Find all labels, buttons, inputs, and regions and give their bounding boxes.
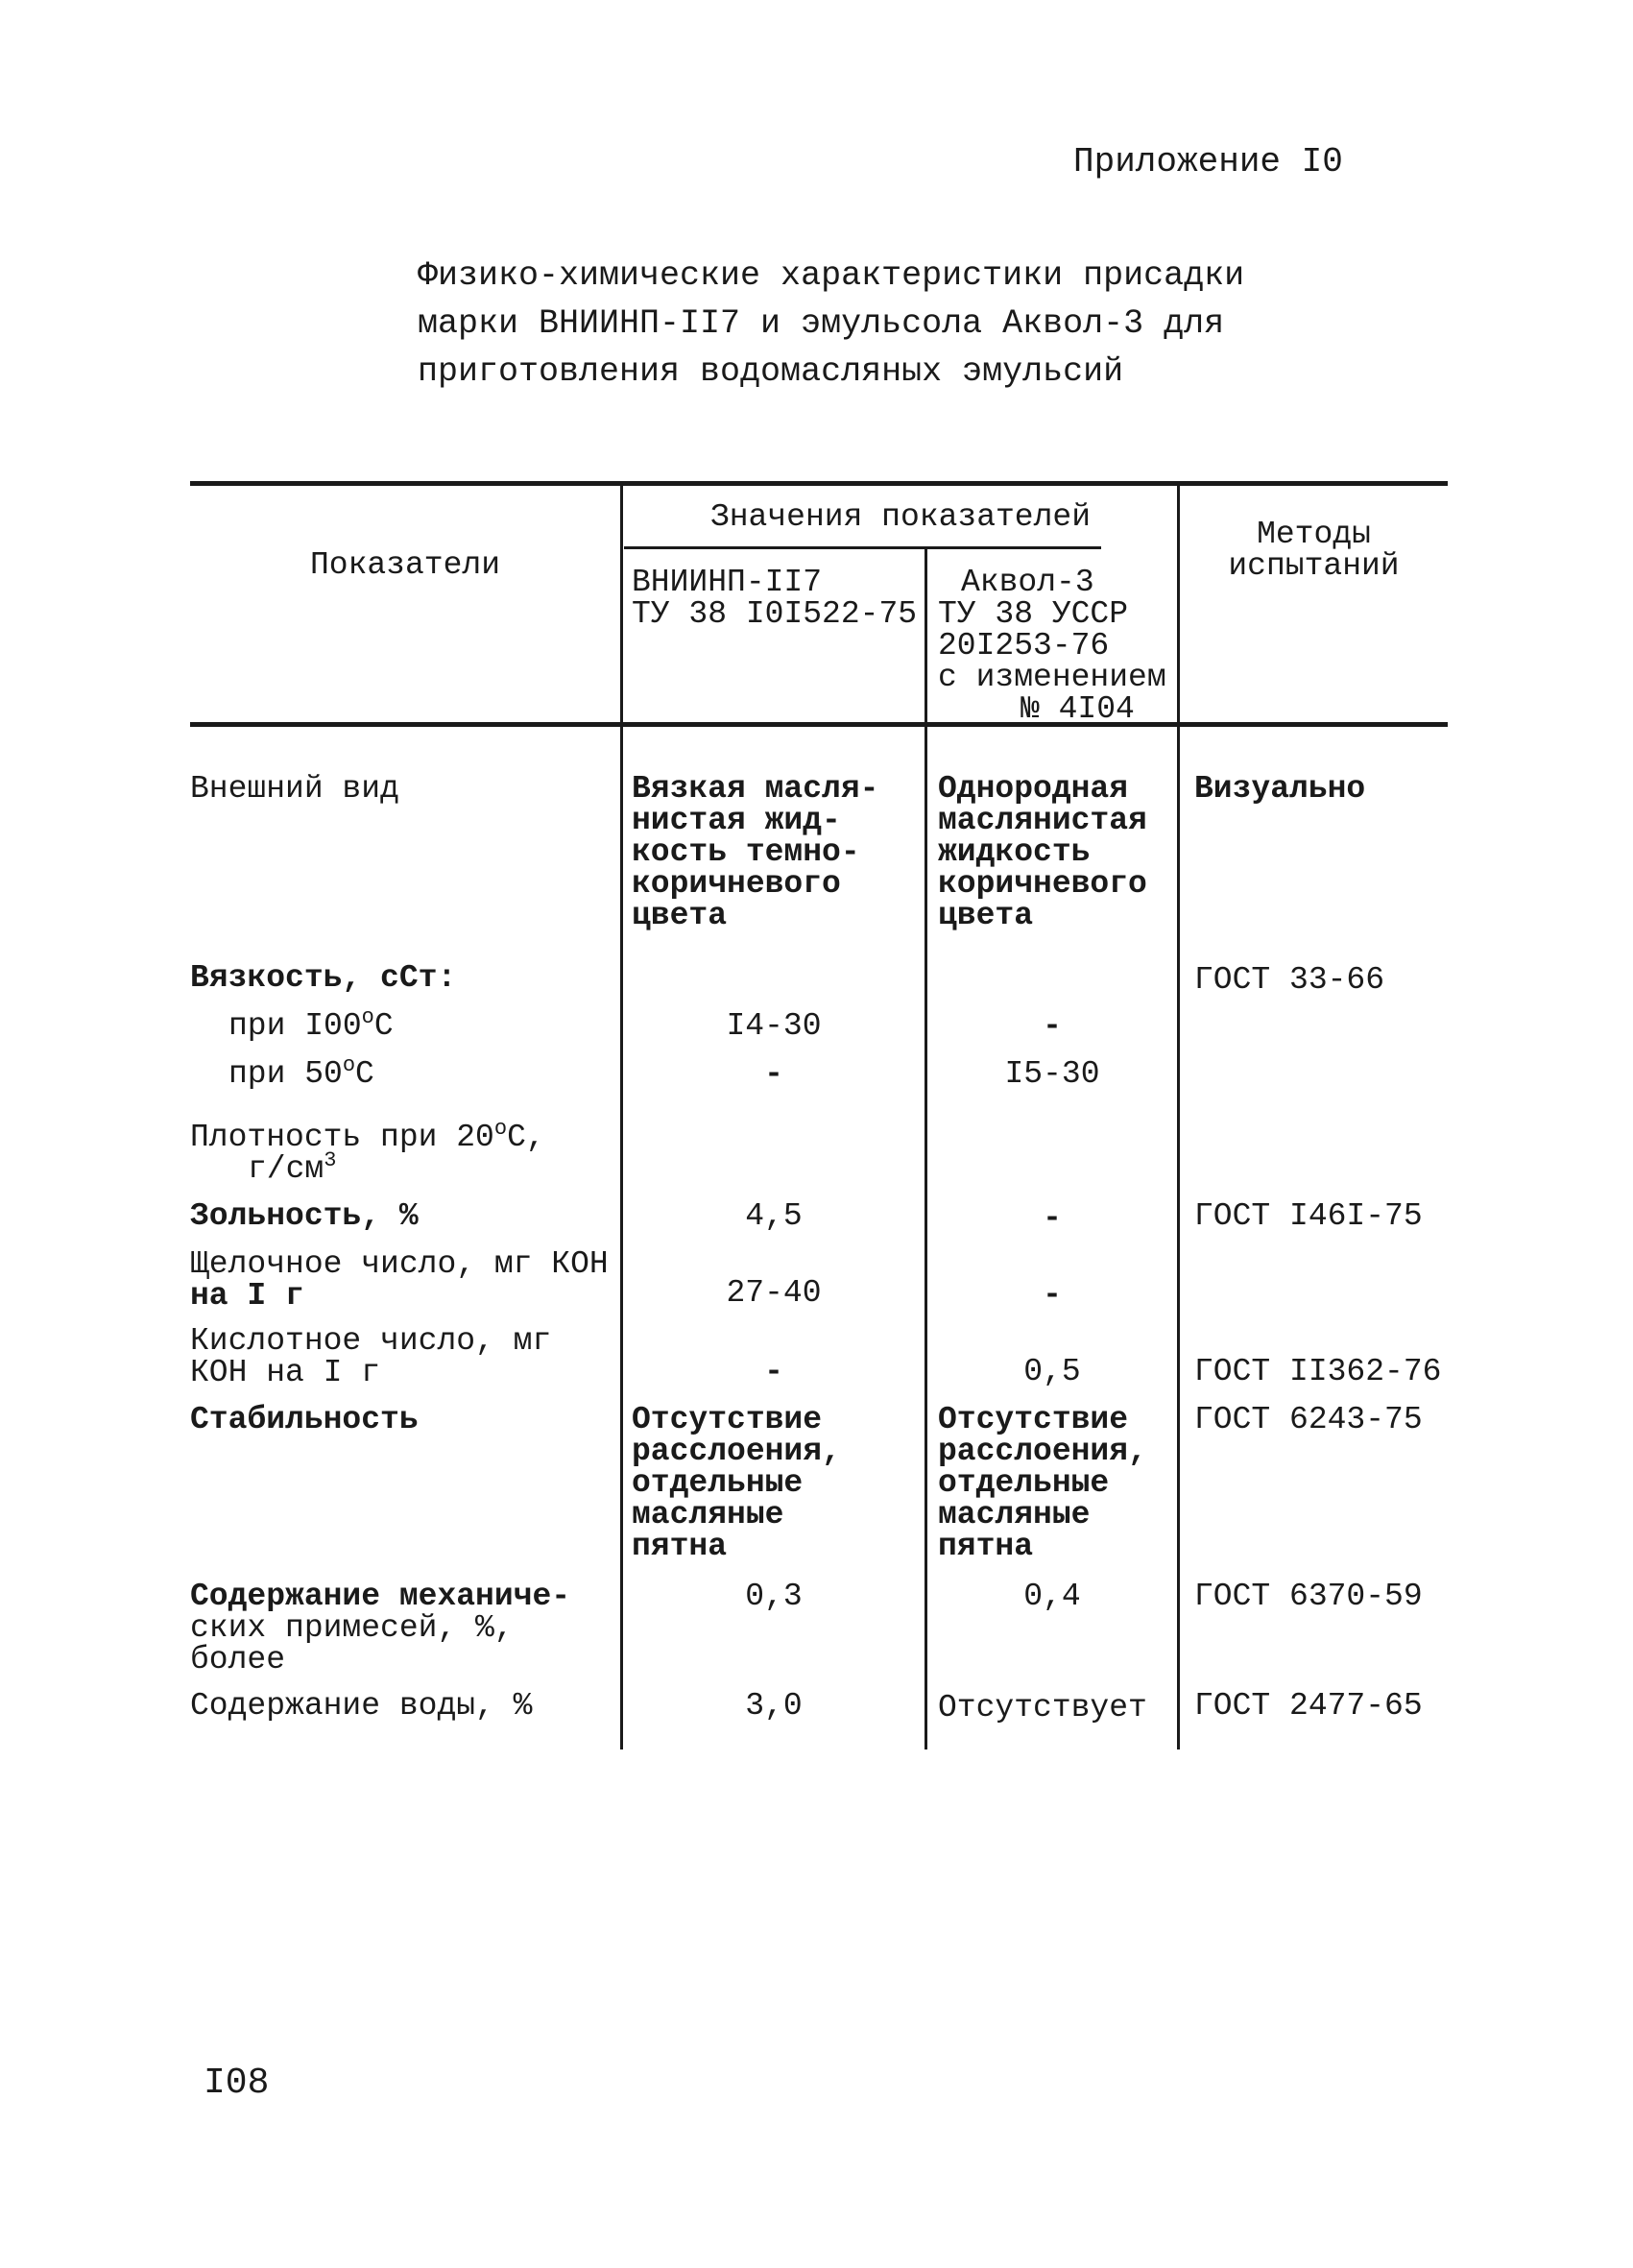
row-alkaline-v2: - [1043, 1277, 1062, 1313]
row-water-v1: 3,0 [745, 1688, 803, 1724]
row-acid-name: Кислотное число, мг КОН на I г [190, 1323, 552, 1390]
row-water-name: Содержание воды, % [190, 1688, 533, 1724]
row-mech-name: Содержание механиче- ских примесей, %, более [190, 1579, 571, 1677]
title-line: Физико-химические характеристики присадки [418, 256, 1245, 295]
row-viscosity-50-v2: I5-30 [1004, 1056, 1100, 1092]
row-appearance-method: Визуально [1194, 771, 1366, 807]
row-ash-method: ГОСТ I46I-75 [1194, 1198, 1423, 1234]
page-number: I08 [204, 2063, 270, 2104]
row-alkaline-v1: 27-40 [726, 1275, 822, 1311]
header-col1: ВНИИНП-II7 ТУ 38 I0I522-75 [632, 565, 918, 632]
row-stability-v2: Отсутствие расслоения, отдельные масляные пятна [938, 1402, 1147, 1564]
row-viscosity-100-v2: - [1043, 1008, 1062, 1044]
row-viscosity-50-name: при $50^оС$ [228, 1053, 374, 1092]
header-methods: Методы испытаний [1228, 517, 1400, 584]
row-acid-method: ГОСТ II362-76 [1194, 1354, 1442, 1389]
row-ash-v1: 4,5 [745, 1198, 803, 1234]
document-title [418, 252, 1244, 396]
row-appearance-v1: Вязкая масля- нистая жид- кость темно- коричневого цвета [632, 771, 879, 933]
row-acid-v1: - [764, 1354, 783, 1389]
row-ash-v2: - [1043, 1200, 1062, 1236]
table-divider [925, 548, 927, 1749]
table-top-rule [190, 481, 1448, 486]
row-viscosity-100-v1: I4-30 [726, 1008, 822, 1044]
row-appearance-name: Внешний вид [190, 771, 399, 807]
row-mech-v2: 0,4 [1023, 1579, 1081, 1614]
row-alkaline-name: Щелочное число, мг КОН на I г [190, 1246, 609, 1314]
appendix-label: Приложение I0 [1073, 142, 1343, 181]
row-appearance-v2: Однородная маслянистая жидкость коричневого цвета [938, 771, 1147, 933]
row-density-name: Плотность при $20^оС$, $г/см^3$ [190, 1117, 545, 1187]
row-viscosity-50-v1: - [764, 1056, 783, 1092]
row-stability-method: ГОСТ 6243-75 [1194, 1402, 1423, 1437]
values-group-rule [624, 546, 1101, 549]
row-water-v2: Отсутствует [938, 1690, 1147, 1725]
title-line: марки ВНИИНП-II7 и эмульсола Аквол-3 для [418, 304, 1225, 343]
row-stability-name: Стабильность [190, 1402, 419, 1437]
title-line: приготовления водомасляных эмульсий [418, 352, 1124, 391]
row-water-method: ГОСТ 2477-65 [1194, 1688, 1423, 1724]
row-stability-v1: Отсутствие расслоения, отдельные масляные пятна [632, 1402, 841, 1564]
row-viscosity-method: ГОСТ 33-66 [1194, 962, 1385, 998]
header-values-group: Значения показателей [709, 499, 1092, 535]
table-divider [620, 485, 623, 1749]
table-divider [1177, 485, 1180, 1749]
header-indicators: Показатели [309, 547, 501, 583]
row-ash-name: Зольность, % [190, 1198, 419, 1234]
row-mech-v1: 0,3 [745, 1579, 803, 1614]
row-viscosity-name: Вязкость, сСт: [190, 960, 457, 996]
row-viscosity-100-name: при $I00^оС$ [228, 1005, 394, 1044]
row-acid-v2: 0,5 [1023, 1354, 1081, 1389]
header-bottom-rule [190, 722, 1448, 727]
header-col2: Аквол-3 ТУ 38 УССР 20I253-76 с изменением № 4I04 [938, 565, 1166, 727]
row-mech-method: ГОСТ 6370-59 [1194, 1579, 1423, 1614]
